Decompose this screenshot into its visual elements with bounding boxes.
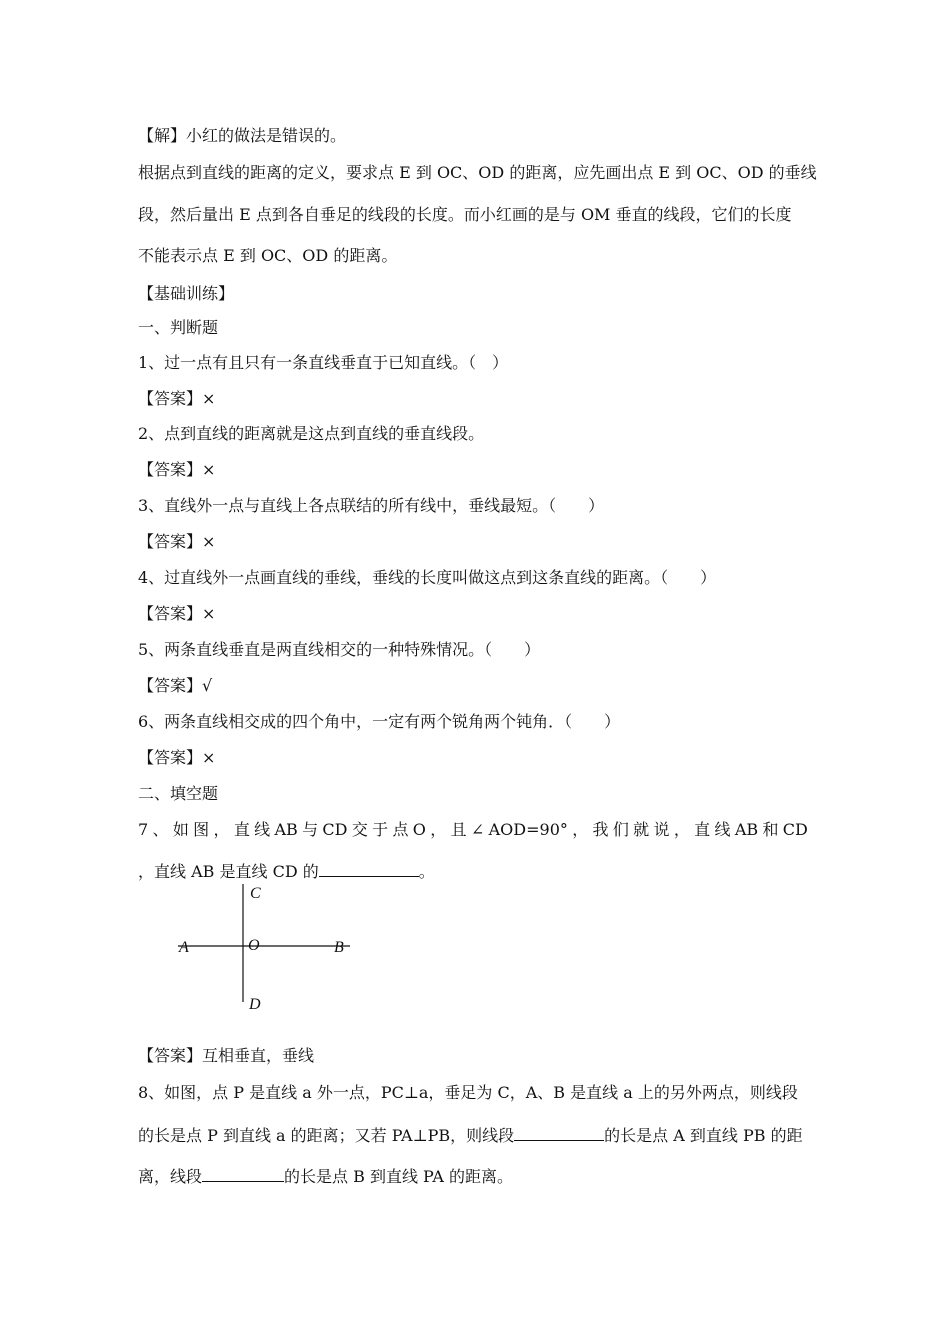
solution-line-2: 段，然后量出 E 点到各自垂足的线段的长度。而小红画的是与 OM 垂直的线段，它们的长度 [138,205,792,224]
question-3: 3、直线外一点与直线上各点联结的所有线中，垂线最短。（ ） [138,496,605,515]
q7-word: 、 [152,820,169,839]
label-d: D [249,996,261,1013]
q8-line-3-end: 的长是点 B 到直线 PA 的距离。 [284,1167,513,1186]
q7-word: 且 [450,820,467,839]
answer-2: 【答案】× [138,460,216,479]
q7-word: 交 [351,820,368,839]
q7-word: 与 [302,820,319,839]
q7-word: ， [430,820,447,839]
part1-title: 一、判断题 [138,318,219,337]
q8-line-3-text: 离，线段 [138,1167,203,1186]
question-2: 2、点到直线的距离就是这点到直线的垂直线段。 [138,424,485,443]
q8-blank-1[interactable] [514,1124,604,1141]
label-b: B [334,939,344,956]
q7-word: 7 [138,820,149,839]
q7-answer: 【答案】互相垂直，垂线 [138,1046,315,1065]
q7-word: 线 [254,820,271,839]
answer-1: 【答案】× [138,389,216,408]
q7-word: ， [213,820,230,839]
q7-line-1 [138,820,808,840]
q7-word: AOD=90° [488,820,568,839]
q7-word: 们 [612,820,629,839]
q7-word: O [412,820,426,839]
q8-blank-2[interactable] [202,1165,284,1182]
perpendicular-lines-figure [170,878,370,1018]
q7-blank[interactable] [319,860,419,877]
section-title: 【基础训练】 [138,284,235,303]
q7-word: 图 [193,820,210,839]
answer-5: 【答案】√ [138,676,213,695]
answer-4: 【答案】× [138,604,216,623]
answer-6: 【答案】× [138,748,216,767]
q8-line-2 [138,1124,803,1146]
q7-word: 就 [633,820,650,839]
solution-line-1: 根据点到直线的距离的定义，要求点 E 到 OC、OD 的距离，应先画出点 E 到 OC、OD 的垂线 [138,163,817,182]
q7-line-2-text: ，直线 AB 是直线 CD 的 [138,862,319,881]
q7-word: ， [572,820,589,839]
q7-line-2-end: 。 [418,862,435,881]
solution-header: 【解】小红的做法是错误的。 [138,126,347,145]
q7-word: 我 [592,820,609,839]
q8-line-2-end: 的长是点 A 到直线 PB 的距 [604,1126,803,1145]
q7-word: CD [782,820,808,839]
q7-word: 说 [653,820,670,839]
q7-word: 点 [392,820,409,839]
solution-line-3: 不能表示点 E 到 OC、OD 的距离。 [138,246,398,265]
label-o: O [248,937,260,954]
q7-word: 和 [762,820,779,839]
label-c: C [250,885,261,902]
q7-word: ， [673,820,690,839]
question-5: 5、两条直线垂直是两直线相交的一种特殊情况。（ ） [138,640,541,659]
label-a: A [179,939,189,956]
q7-word: CD [322,820,348,839]
q7-word: 线 [714,820,731,839]
q7-word: 于 [372,820,389,839]
q7-word: 直 [694,820,711,839]
part2-title: 二、填空题 [138,784,219,803]
question-6: 6、两条直线相交成的四个角中，一定有两个锐角两个钝角．（ ） [138,712,621,731]
q8-line-1: 8、如图，点 P 是直线 a 外一点，PC⊥a，垂足为 C，A、B 是直线 a 上的另外两点，则线段 [138,1083,798,1102]
q7-word: AB [274,820,298,839]
q8-line-3 [138,1165,513,1187]
q7-word: 如 [172,820,189,839]
q7-word: ∠ [470,820,485,839]
q7-word: 直 [233,820,250,839]
question-1: 1、过一点有且只有一条直线垂直于已知直线。（ ） [138,353,509,372]
answer-3: 【答案】× [138,532,216,551]
q8-line-2-text: 的长是点 P 到直线 a 的距离；又若 PA⊥PB，则线段 [138,1126,515,1145]
q7-word: AB [734,820,759,839]
question-4: 4、过直线外一点画直线的垂线，垂线的长度叫做这点到这条直线的距离。（ ） [138,568,717,587]
